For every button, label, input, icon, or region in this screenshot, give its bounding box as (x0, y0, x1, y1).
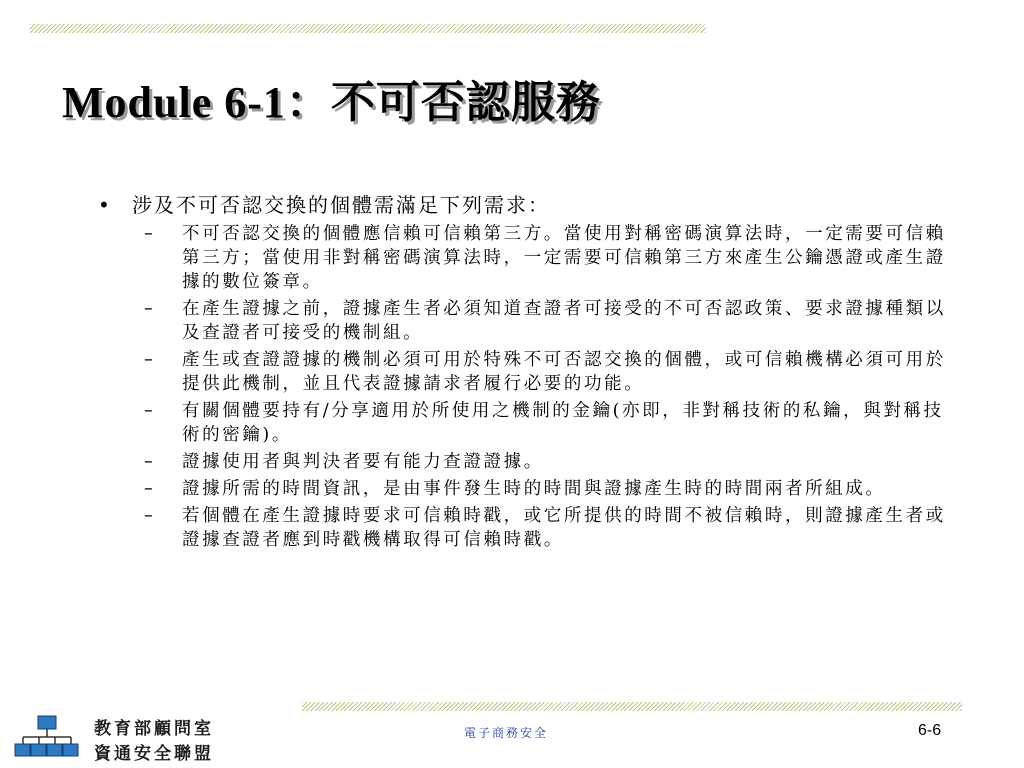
slide-content (92, 192, 962, 555)
list-item (92, 222, 962, 294)
page-number: 6-6 (918, 722, 942, 739)
list-item-text: 在產生證據之前，證據產生者必須知道查證者可接受的不可否認政策、要求證據種類以及查證者可接受的機制組。 (182, 299, 946, 343)
dash-icon: – (144, 224, 156, 244)
list-item-text: 不可否認交換的個體應信賴可信賴第三方。當使用對稱密碼演算法時，一定需要可信賴第三方；當使用非對稱密碼演算法時，一定需要可信賴第三方來產生公鑰憑證或產生證據的數位簽章。 (182, 224, 946, 292)
list-item (92, 399, 962, 447)
list-item (92, 297, 962, 345)
requirements-list (92, 222, 962, 552)
dash-icon: – (144, 452, 156, 472)
top-decorative-band (30, 24, 706, 33)
list-item (92, 477, 962, 501)
main-bullet-text: 涉及不可否認交換的個體需滿足下列需求： (132, 193, 550, 217)
dash-icon: – (144, 350, 156, 370)
main-bullet (92, 192, 962, 218)
dash-icon: – (144, 506, 156, 526)
title-topic: ：不可否認服務 (285, 77, 601, 128)
logo-text-ministry: 教育部顧問室 (94, 719, 214, 739)
logo-text-alliance: 資通安全聯盟 (94, 744, 214, 764)
dash-icon: – (144, 299, 156, 319)
footer-course-title: 電子商務安全 (463, 726, 548, 740)
list-item-text: 證據所需的時間資訊，是由事件發生時的時間與證據產生時的時間兩者所組成。 (182, 479, 886, 499)
alliance-logo (14, 712, 224, 764)
title-module-label: Module 6-1 (62, 78, 286, 127)
list-item-text: 產生或查證證據的機制必須可用於特殊不可否認交換的個體，或可信賴機構必須可用於提供此機制，並且代表證據請求者履行必要的功能。 (182, 350, 946, 394)
list-item-text: 若個體在產生證據時要求可信賴時戳，或它所提供的時間不被信賴時，則證據產生者或證據查證者應到時戳機構取得可信賴時戳。 (182, 506, 946, 550)
list-item (92, 504, 962, 552)
dash-icon: – (144, 401, 156, 421)
dash-icon: – (144, 479, 156, 499)
list-item-text: 有關個體要持有/分享適用於所使用之機制的金鑰(亦即，非對稱技術的私鑰，與對稱技術的密鑰)。 (182, 401, 944, 445)
bullet-dot-icon: • (98, 193, 112, 217)
list-item (92, 348, 962, 396)
network-icon (14, 714, 80, 762)
list-item-text: 證據使用者與判決者要有能力查證證據。 (182, 452, 544, 472)
list-item (92, 450, 962, 474)
bottom-decorative-band (302, 702, 962, 711)
slide-title (62, 66, 601, 130)
